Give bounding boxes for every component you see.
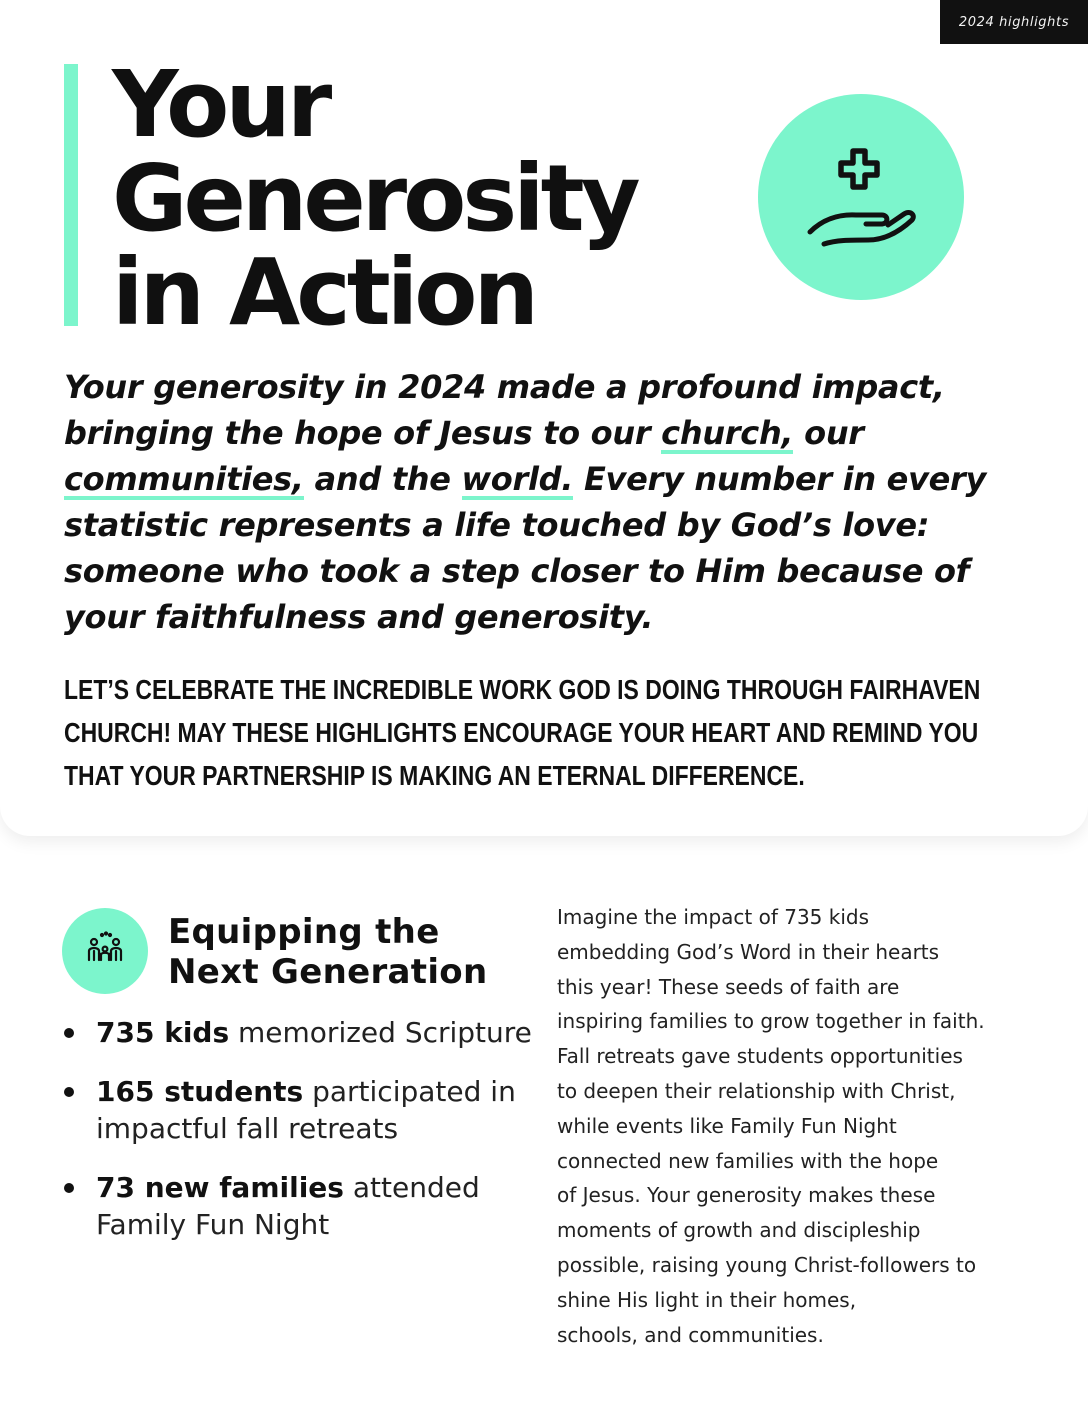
title-line-2: Generosity: [112, 145, 637, 252]
list-item: [62, 1014, 532, 1051]
body-line: schools, and communities.: [557, 1322, 824, 1347]
body-line: moments of growth and discipleship: [557, 1218, 921, 1243]
page-title: [112, 51, 637, 346]
intro-text-3: and the: [303, 460, 462, 498]
stat-description: memorized Scripture: [229, 1016, 532, 1049]
bullet-icon: [64, 1087, 74, 1097]
body-line: Imagine the impact of 735 kids: [557, 905, 870, 929]
body-line: inspiring families to grow together in faith.: [557, 1009, 985, 1034]
intro-text-2: our: [793, 414, 864, 452]
section-title: [168, 912, 487, 992]
stat-highlight: 73 new families: [96, 1171, 344, 1204]
bullet-icon: [64, 1028, 74, 1038]
body-line: this year! These seeds of faith are: [557, 974, 900, 999]
section-title-line-2: Next Generation: [168, 952, 488, 992]
section-body-text: [557, 900, 1032, 1352]
stat-highlight: 735 kids: [96, 1016, 230, 1049]
year-tag: 2024 highlights: [940, 0, 1088, 44]
highlight-church: church,: [661, 414, 794, 452]
accent-bar: [64, 64, 78, 326]
section-title-line-1: Equipping the: [168, 912, 440, 952]
body-line: Fall retreats gave students opportunities: [557, 1044, 963, 1069]
highlight-communities: communities,: [64, 460, 304, 498]
body-line: while events like Family Fun Night: [557, 1113, 897, 1138]
body-line: embedding God’s Word in their hearts: [557, 939, 940, 964]
body-line: possible, raising young Christ-followers to: [557, 1252, 977, 1277]
intro-text-1: Your generosity in 2024 made a profound impact, bringing the hope of Jesus to our: [64, 368, 945, 452]
family-icon: [62, 908, 148, 994]
bullet-icon: [64, 1183, 74, 1193]
hand-with-cross-icon: [758, 94, 964, 300]
stat-description: attended Family Fun Night: [96, 1171, 480, 1241]
title-line-1: Your: [112, 51, 329, 158]
body-line: shine His light in their homes,: [557, 1287, 857, 1312]
list-item: [62, 1169, 532, 1243]
body-line: connected new families with the hope: [557, 1148, 939, 1173]
highlight-world: world.: [461, 460, 574, 498]
list-item: [62, 1073, 532, 1147]
celebrate-paragraph: LET’S CELEBRATE THE INCREDIBLE WORK GOD IS DOING THROUGH FAIRHAVEN CHURCH! MAY THESE HIGHLIGHTS ENCOURAGE YOUR HEART AND REMIND YOU THAT YOUR PARTNERSHIP IS MAKING AN ETERNAL DIFFERENCE.: [64, 674, 981, 791]
body-line: to deepen their relationship with Christ,: [557, 1078, 956, 1103]
body-line: of Jesus. Your generosity makes these: [557, 1183, 936, 1208]
stats-list: [62, 1014, 532, 1265]
intro-text-4: Every number in every statistic represents a life touched by God’s love: someone who took a step closer to Him because of your faithfulness and generosity.: [64, 460, 987, 636]
stat-highlight: 165 students: [96, 1075, 304, 1108]
intro-paragraph: [64, 364, 1034, 640]
stat-description: participated in impactful fall retreats: [96, 1075, 516, 1145]
title-line-3: in Action: [112, 239, 536, 346]
